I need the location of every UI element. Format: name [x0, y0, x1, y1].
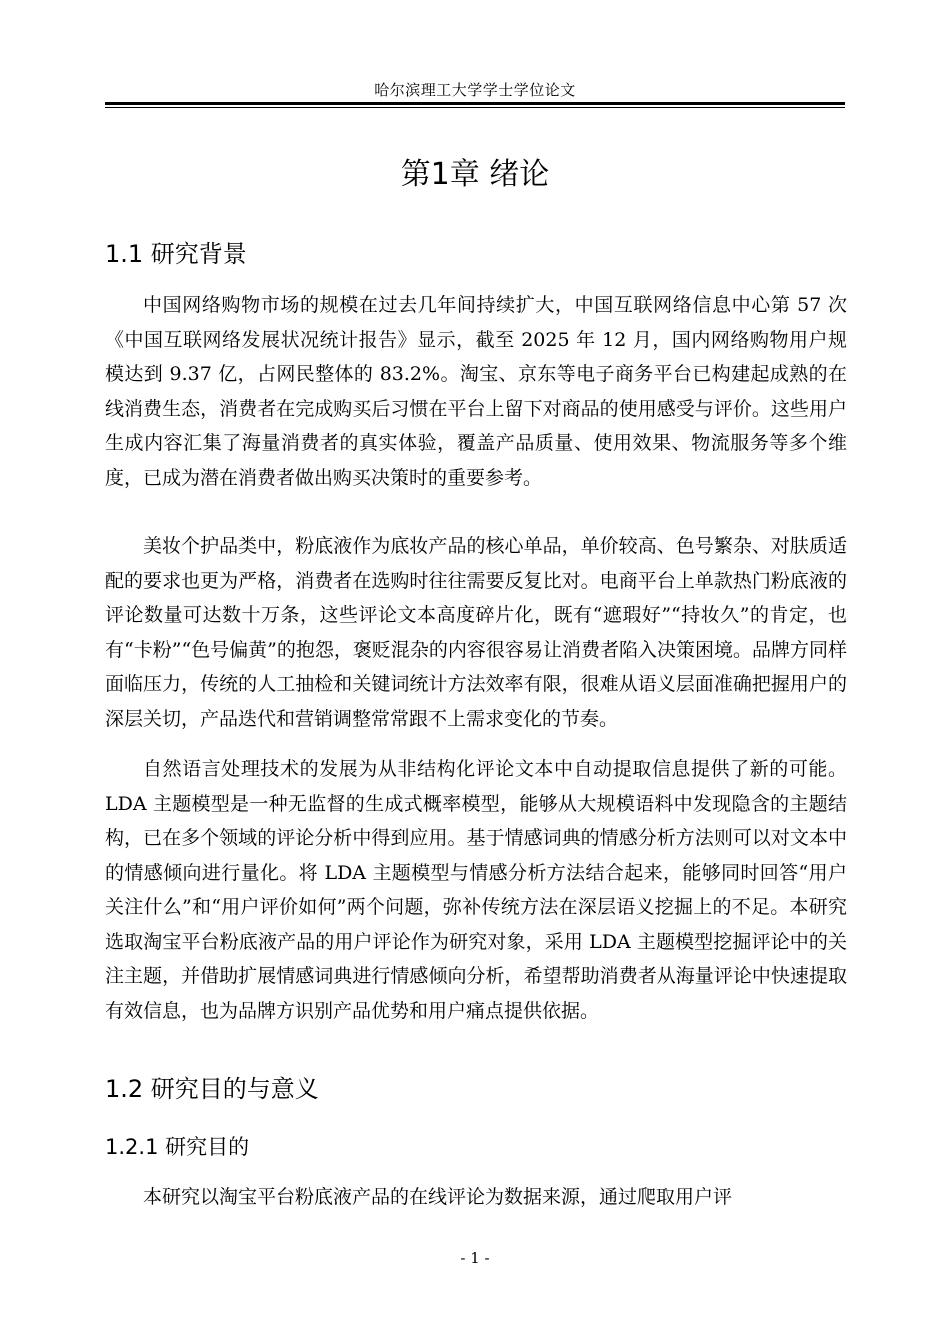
section-heading-1-2: 1.2 研究目的与意义: [105, 1075, 319, 1103]
chapter-title: 第1章 绪论: [400, 157, 550, 192]
paragraph-background-2: 美妆个护品类中，粉底液作为底妆产品的核心单品，单价较高、色号繁杂、对肤质适配的要求也更为严格，消费者在选购时往往需要反复比对。电商平台上单款热门粉底液的评论数量可达数十万条，这些评论文本高度碎片化，既有“遮瑕好”“持妆久”的肯定，也有“卡粉”“色号偏黄”的抱怨，褒贬混杂的内容很容易让消费者陷入决策困境。品牌方同样面临压力，传统的人工抽检和关键词统计方法效率有限，很难从语义层面准确把握用户的深层关切，产品迭代和营销调整常常跟不上需求变化的节奏。: [105, 535, 847, 730]
paragraph-background-3: 自然语言处理技术的发展为从非结构化评论文本中自动提取信息提供了新的可能。LDA 主题模型是一种无监督的生成式概率模型，能够从大规模语料中发现隐含的主题结构，已在多个领域的评论分析中得到应用。基于情感词典的情感分析方法则可以对文本中的情感倾向进行量化。将 LDA 主题模型与情感分析方法结合起来，能够同时回答“用户关注什么”和“用户评价如何”两个问题，弥补传统方法在深层语义挖掘上的不足。本研究选取淘宝平台粉底液产品的用户评论作为研究对象，采用 LDA 主题模型挖掘评论中的关注主题，并借助扩展情感词典进行情感倾向分析，希望帮助消费者从海量评论中快速提取有效信息，也为品牌方识别产品优势和用户痛点提供依据。: [105, 758, 847, 1022]
paragraph-purpose-1: 本研究以淘宝平台粉底液产品的在线评论为数据来源，通过爬取用户评: [143, 1186, 733, 1208]
subsection-heading-1-2-1: 1.2.1 研究目的: [105, 1135, 250, 1159]
paragraph-background-1: 中国网络购物市场的规模在过去几年间持续扩大，中国互联网络信息中心第 57 次《中国互联网络发展状况统计报告》显示，截至 2025 年 12 月，国内网络购物用户规模达到 9.37 亿，占网民整体的 83.2%。淘宝、京东等电子商务平台已构建起成熟的在线消费生态，消费者在完成购买后习惯在平台上留下对商品的使用感受与评价。这些用户生成内容汇集了海量消费者的真实体验，覆盖产品质量、使用效果、物流服务等多个维度，已成为潜在消费者做出购买决策时的重要参考。: [105, 294, 847, 489]
header-rule-thick: [105, 102, 845, 105]
running-header: 哈尔滨理工大学学士学位论文: [374, 81, 576, 99]
header-rule-thin: [105, 107, 845, 108]
page-number: - 1 -: [460, 1249, 490, 1267]
section-heading-1-1: 1.1 研究背景: [105, 240, 247, 268]
